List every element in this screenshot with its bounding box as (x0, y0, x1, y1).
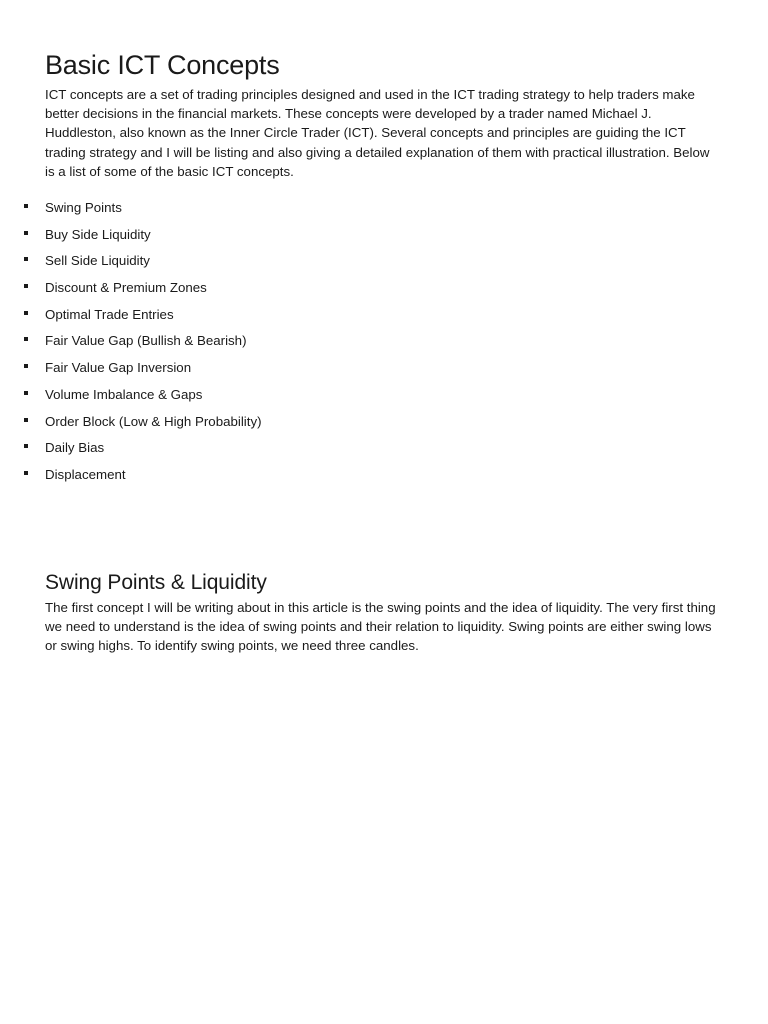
square-bullet-icon (24, 284, 28, 288)
list-item (0, 465, 768, 492)
list-item (0, 251, 768, 278)
list-item (0, 438, 768, 465)
square-bullet-icon (24, 364, 28, 368)
square-bullet-icon (24, 257, 28, 261)
square-bullet-icon (24, 337, 28, 341)
list-item (0, 225, 768, 252)
list-item-label: Sell Side Liquidity (45, 253, 150, 269)
square-bullet-icon (24, 391, 28, 395)
square-bullet-icon (24, 204, 28, 208)
section-title-basic-ict-concepts: Basic ICT Concepts (45, 50, 280, 80)
list-item (0, 331, 768, 358)
list-item-label: Volume Imbalance & Gaps (45, 386, 203, 402)
list-item-label: Discount & Premium Zones (45, 280, 207, 296)
list-item (0, 198, 768, 225)
intro-paragraph: ICT concepts are a set of trading principles designed and used in the ICT trading strategy to help traders make better decisions in the financial markets. These concepts were developed by a trader named Michael J. Huddleston, also known as the Inner Circle Trader (ICT). Several concepts and principles are guiding the ICT trading strategy and I will be listing and also giving a detailed explanation of them with practical illustration. Below is a list of some of the basic ICT concepts. (45, 87, 710, 179)
square-bullet-icon (24, 471, 28, 475)
list-item-label: Displacement (45, 466, 126, 482)
list-item-label: Fair Value Gap (Bullish & Bearish) (45, 333, 247, 349)
list-item (0, 358, 768, 385)
section-title-swing-points-liquidity: Swing Points & Liquidity (45, 571, 267, 594)
list-item (0, 412, 768, 439)
square-bullet-icon (24, 311, 28, 315)
list-item-label: Daily Bias (45, 440, 105, 456)
concept-list (0, 198, 768, 492)
swing-points-paragraph: The first concept I will be writing about in this article is the swing points and the idea of liquidity. The very first thing we need to understand is the idea of swing points and their relation to liquidity. Swing points are either swing lows or swing highs. To identify swing points, we need three candles. (45, 600, 716, 654)
square-bullet-icon (24, 418, 28, 422)
list-item-label: Fair Value Gap Inversion (45, 360, 192, 376)
list-item-label: Buy Side Liquidity (45, 226, 151, 242)
list-item-label: Order Block (Low & High Probability) (45, 413, 262, 429)
square-bullet-icon (24, 444, 28, 448)
list-item (0, 385, 768, 412)
list-item-label: Swing Points (45, 200, 122, 215)
list-item (0, 305, 768, 332)
list-item-label: Optimal Trade Entries (45, 306, 174, 322)
list-item (0, 278, 768, 305)
square-bullet-icon (24, 231, 28, 235)
